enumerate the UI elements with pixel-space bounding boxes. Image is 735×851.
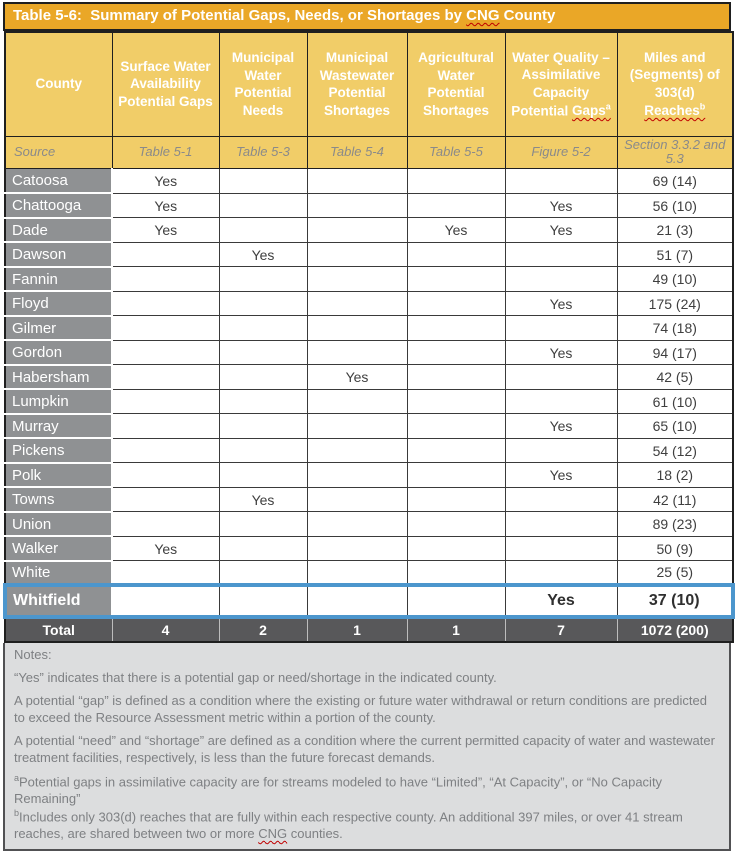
notes-section <box>3 643 731 851</box>
data-cell <box>505 438 617 463</box>
data-cell <box>112 585 219 617</box>
data-cell <box>112 487 219 512</box>
table-row <box>5 242 733 267</box>
note-item: $^a$Potential gaps in assimilative capacity are for streams modeled to have “Limited”, “At Capacity”, or “No Capacity Remaining” <box>14 772 663 806</box>
county-name: Chattooga <box>5 193 112 218</box>
data-cell <box>112 316 219 341</box>
table-title-suffix: County <box>499 7 556 24</box>
source-cell: Section 3.3.2 and 5.3 <box>617 136 733 169</box>
data-cell <box>307 316 407 341</box>
table-row <box>5 438 733 463</box>
data-cell: 21 (3) <box>617 218 733 243</box>
data-cell <box>219 414 307 439</box>
column-header-label: Surface Water Availability Potential Gaps <box>118 58 213 110</box>
data-cell <box>407 438 505 463</box>
data-cell: Yes <box>505 218 617 243</box>
data-cell: 50 (9) <box>617 536 733 561</box>
column-header-label: Reaches <box>644 103 700 119</box>
column-header-label: Miles and (Segments) of 303(d) <box>629 49 720 100</box>
data-cell: Yes <box>112 169 219 194</box>
county-name: Gordon <box>5 340 112 365</box>
source-cell: Figure 5-2 <box>505 136 617 169</box>
source-cell: Table 5-5 <box>407 136 505 169</box>
table-row <box>5 487 733 512</box>
total-cell: 4 <box>112 617 219 642</box>
table-row <box>5 267 733 292</box>
data-cell <box>407 414 505 439</box>
column-header-label: Municipal Wastewater Potential Shortages <box>319 50 395 118</box>
county-name: Gilmer <box>5 316 112 341</box>
data-cell: 51 (7) <box>617 242 733 267</box>
source-cell: Source <box>5 136 112 169</box>
data-cell: Yes <box>505 585 617 617</box>
data-cell <box>219 585 307 617</box>
footnote-marker: a <box>14 772 20 783</box>
total-row <box>5 617 733 642</box>
data-cell <box>407 193 505 218</box>
data-cell <box>219 218 307 243</box>
column-header-label: Agricultural Water Potential Shortages <box>418 50 494 118</box>
data-cell <box>219 169 307 194</box>
total-cell: 1 <box>307 617 407 642</box>
table-row <box>5 316 733 341</box>
data-cell <box>112 414 219 439</box>
data-cell <box>407 169 505 194</box>
data-cell <box>219 267 307 292</box>
table-row <box>5 291 733 316</box>
source-cell: Table 5-1 <box>112 136 219 169</box>
note-flagged-word: CNG <box>258 826 288 842</box>
footnote-marker: a <box>605 101 611 112</box>
data-cell: Yes <box>505 291 617 316</box>
table-title-flagged-word: CNG <box>466 7 500 24</box>
data-cell: 25 (5) <box>617 561 733 586</box>
table-row <box>5 463 733 488</box>
data-cell <box>505 561 617 586</box>
column-header-label: Water Quality – Assimilative Capacity Potential <box>511 49 610 119</box>
data-cell <box>219 561 307 586</box>
data-cell: Yes <box>219 487 307 512</box>
column-header-label: County <box>35 76 82 92</box>
data-cell <box>307 242 407 267</box>
data-cell <box>219 316 307 341</box>
table-title <box>3 2 731 31</box>
table-row <box>5 414 733 439</box>
data-cell <box>307 389 407 414</box>
column-header-label: Gaps <box>572 103 606 119</box>
column-header-303d-reaches <box>617 32 733 136</box>
data-cell <box>407 389 505 414</box>
data-cell <box>307 536 407 561</box>
data-cell <box>407 242 505 267</box>
data-cell: Yes <box>307 365 407 390</box>
data-cell <box>307 169 407 194</box>
table-body <box>5 169 733 643</box>
county-name: Lumpkin <box>5 389 112 414</box>
data-cell <box>112 340 219 365</box>
data-cell <box>219 438 307 463</box>
table-row <box>5 389 733 414</box>
data-cell <box>219 340 307 365</box>
table-row <box>5 561 733 586</box>
data-cell <box>307 487 407 512</box>
data-cell: 37 (10) <box>617 585 733 617</box>
data-cell <box>307 585 407 617</box>
column-header-flagged-word <box>644 103 705 118</box>
data-cell: 56 (10) <box>617 193 733 218</box>
data-cell <box>307 512 407 537</box>
data-cell <box>407 487 505 512</box>
county-name: White <box>5 561 112 586</box>
data-cell: Yes <box>219 242 307 267</box>
data-cell <box>307 267 407 292</box>
data-cell <box>407 340 505 365</box>
county-name: Whitfield <box>5 585 112 617</box>
table-row <box>5 169 733 194</box>
data-cell <box>112 365 219 390</box>
column-header-municipal-water <box>219 32 307 136</box>
total-cell: 1072 (200) <box>617 617 733 642</box>
county-name: Polk <box>5 463 112 488</box>
data-cell <box>307 193 407 218</box>
table-row <box>5 193 733 218</box>
data-cell: 42 (11) <box>617 487 733 512</box>
source-row <box>5 136 733 169</box>
county-name: Walker <box>5 536 112 561</box>
data-cell: Yes <box>505 414 617 439</box>
data-cell <box>112 561 219 586</box>
data-cell: Yes <box>112 193 219 218</box>
data-cell <box>219 389 307 414</box>
data-cell <box>505 169 617 194</box>
column-header-water-quality <box>505 32 617 136</box>
data-cell: 175 (24) <box>617 291 733 316</box>
column-header-agricultural-water <box>407 32 505 136</box>
data-cell: Yes <box>112 218 219 243</box>
data-cell: Yes <box>505 340 617 365</box>
table-row <box>5 536 733 561</box>
data-cell <box>307 438 407 463</box>
data-cell: 18 (2) <box>617 463 733 488</box>
data-cell <box>219 291 307 316</box>
data-cell: 69 (14) <box>617 169 733 194</box>
county-name: Dade <box>5 218 112 243</box>
data-cell <box>307 414 407 439</box>
data-cell <box>505 365 617 390</box>
table-row-highlighted <box>5 585 733 617</box>
data-cell <box>219 463 307 488</box>
county-name: Dawson <box>5 242 112 267</box>
county-name: Floyd <box>5 291 112 316</box>
data-cell: Yes <box>505 463 617 488</box>
data-cell <box>307 463 407 488</box>
table-row <box>5 340 733 365</box>
footnote-marker: b <box>14 807 20 818</box>
notes-list <box>14 670 720 843</box>
county-name: Habersham <box>5 365 112 390</box>
data-cell <box>505 267 617 292</box>
data-cell <box>407 585 505 617</box>
column-header-flagged-word <box>572 103 611 118</box>
county-name: Catoosa <box>5 169 112 194</box>
data-cell <box>407 561 505 586</box>
data-cell: 49 (10) <box>617 267 733 292</box>
data-cell <box>219 512 307 537</box>
county-name: Fannin <box>5 267 112 292</box>
source-cell: Table 5-3 <box>219 136 307 169</box>
county-name: Towns <box>5 487 112 512</box>
data-cell <box>112 463 219 488</box>
data-cell <box>505 487 617 512</box>
data-cell <box>407 512 505 537</box>
data-cell <box>505 316 617 341</box>
data-cell: 54 (12) <box>617 438 733 463</box>
total-cell: 2 <box>219 617 307 642</box>
data-cell <box>407 365 505 390</box>
data-cell <box>112 512 219 537</box>
data-cell <box>112 438 219 463</box>
data-cell <box>407 267 505 292</box>
data-cell <box>112 267 219 292</box>
data-cell: 65 (10) <box>617 414 733 439</box>
column-header-label: Municipal Water Potential Needs <box>231 50 295 118</box>
data-cell <box>307 340 407 365</box>
note-item: $^b$Includes only 303(d) reaches that are fully within each respective county. An additional 397 miles, or over 41 stream reaches, are shared between two or more CNG counties. <box>14 807 683 842</box>
data-cell <box>505 242 617 267</box>
column-header-row <box>5 32 733 136</box>
data-cell <box>112 291 219 316</box>
data-cell <box>219 193 307 218</box>
data-cell: Yes <box>407 218 505 243</box>
data-cell <box>219 536 307 561</box>
data-cell <box>407 291 505 316</box>
data-cell: 74 (18) <box>617 316 733 341</box>
data-cell <box>407 536 505 561</box>
data-cell <box>505 512 617 537</box>
column-header-county <box>5 32 112 136</box>
data-cell <box>505 389 617 414</box>
table-row <box>5 512 733 537</box>
data-cell: Yes <box>112 536 219 561</box>
table-row <box>5 365 733 390</box>
note-item: “Yes” indicates that there is a potential gap or need/shortage in the indicated county. <box>14 670 497 686</box>
data-cell: Yes <box>505 193 617 218</box>
county-name: Union <box>5 512 112 537</box>
column-header-municipal-wastewater <box>307 32 407 136</box>
note-item: A potential “gap” is defined as a condition where the existing or future water withdrawal or return conditions are predicted to exceed the Resource Assessment metric within a portion of the county. <box>14 693 707 726</box>
note-item: A potential “need” and “shortage” are defined as a condition where the current permitted capacity of water and wastewater treatment facilities, respectively, is less than the future forecast demands. <box>14 732 715 765</box>
data-cell <box>407 316 505 341</box>
data-cell <box>307 291 407 316</box>
data-cell <box>112 242 219 267</box>
data-cell: 61 (10) <box>617 389 733 414</box>
data-cell: 89 (23) <box>617 512 733 537</box>
data-cell <box>407 463 505 488</box>
data-cell <box>307 561 407 586</box>
data-cell: 42 (5) <box>617 365 733 390</box>
column-header-surface-water <box>112 32 219 136</box>
source-cell: Table 5-4 <box>307 136 407 169</box>
table-title-prefix: Table 5-6: Summary of Potential Gaps, Needs, or Shortages by <box>13 7 467 24</box>
data-cell <box>112 389 219 414</box>
county-name: Murray <box>5 414 112 439</box>
footnote-marker: b <box>699 101 706 112</box>
county-gaps-table <box>3 31 735 643</box>
table-row <box>5 218 733 243</box>
total-cell: 1 <box>407 617 505 642</box>
total-label: Total <box>5 617 112 642</box>
total-cell: 7 <box>505 617 617 642</box>
data-cell <box>505 536 617 561</box>
county-name: Pickens <box>5 438 112 463</box>
data-cell: 94 (17) <box>617 340 733 365</box>
data-cell <box>219 365 307 390</box>
data-cell <box>307 218 407 243</box>
notes-label: Notes: <box>14 647 52 663</box>
